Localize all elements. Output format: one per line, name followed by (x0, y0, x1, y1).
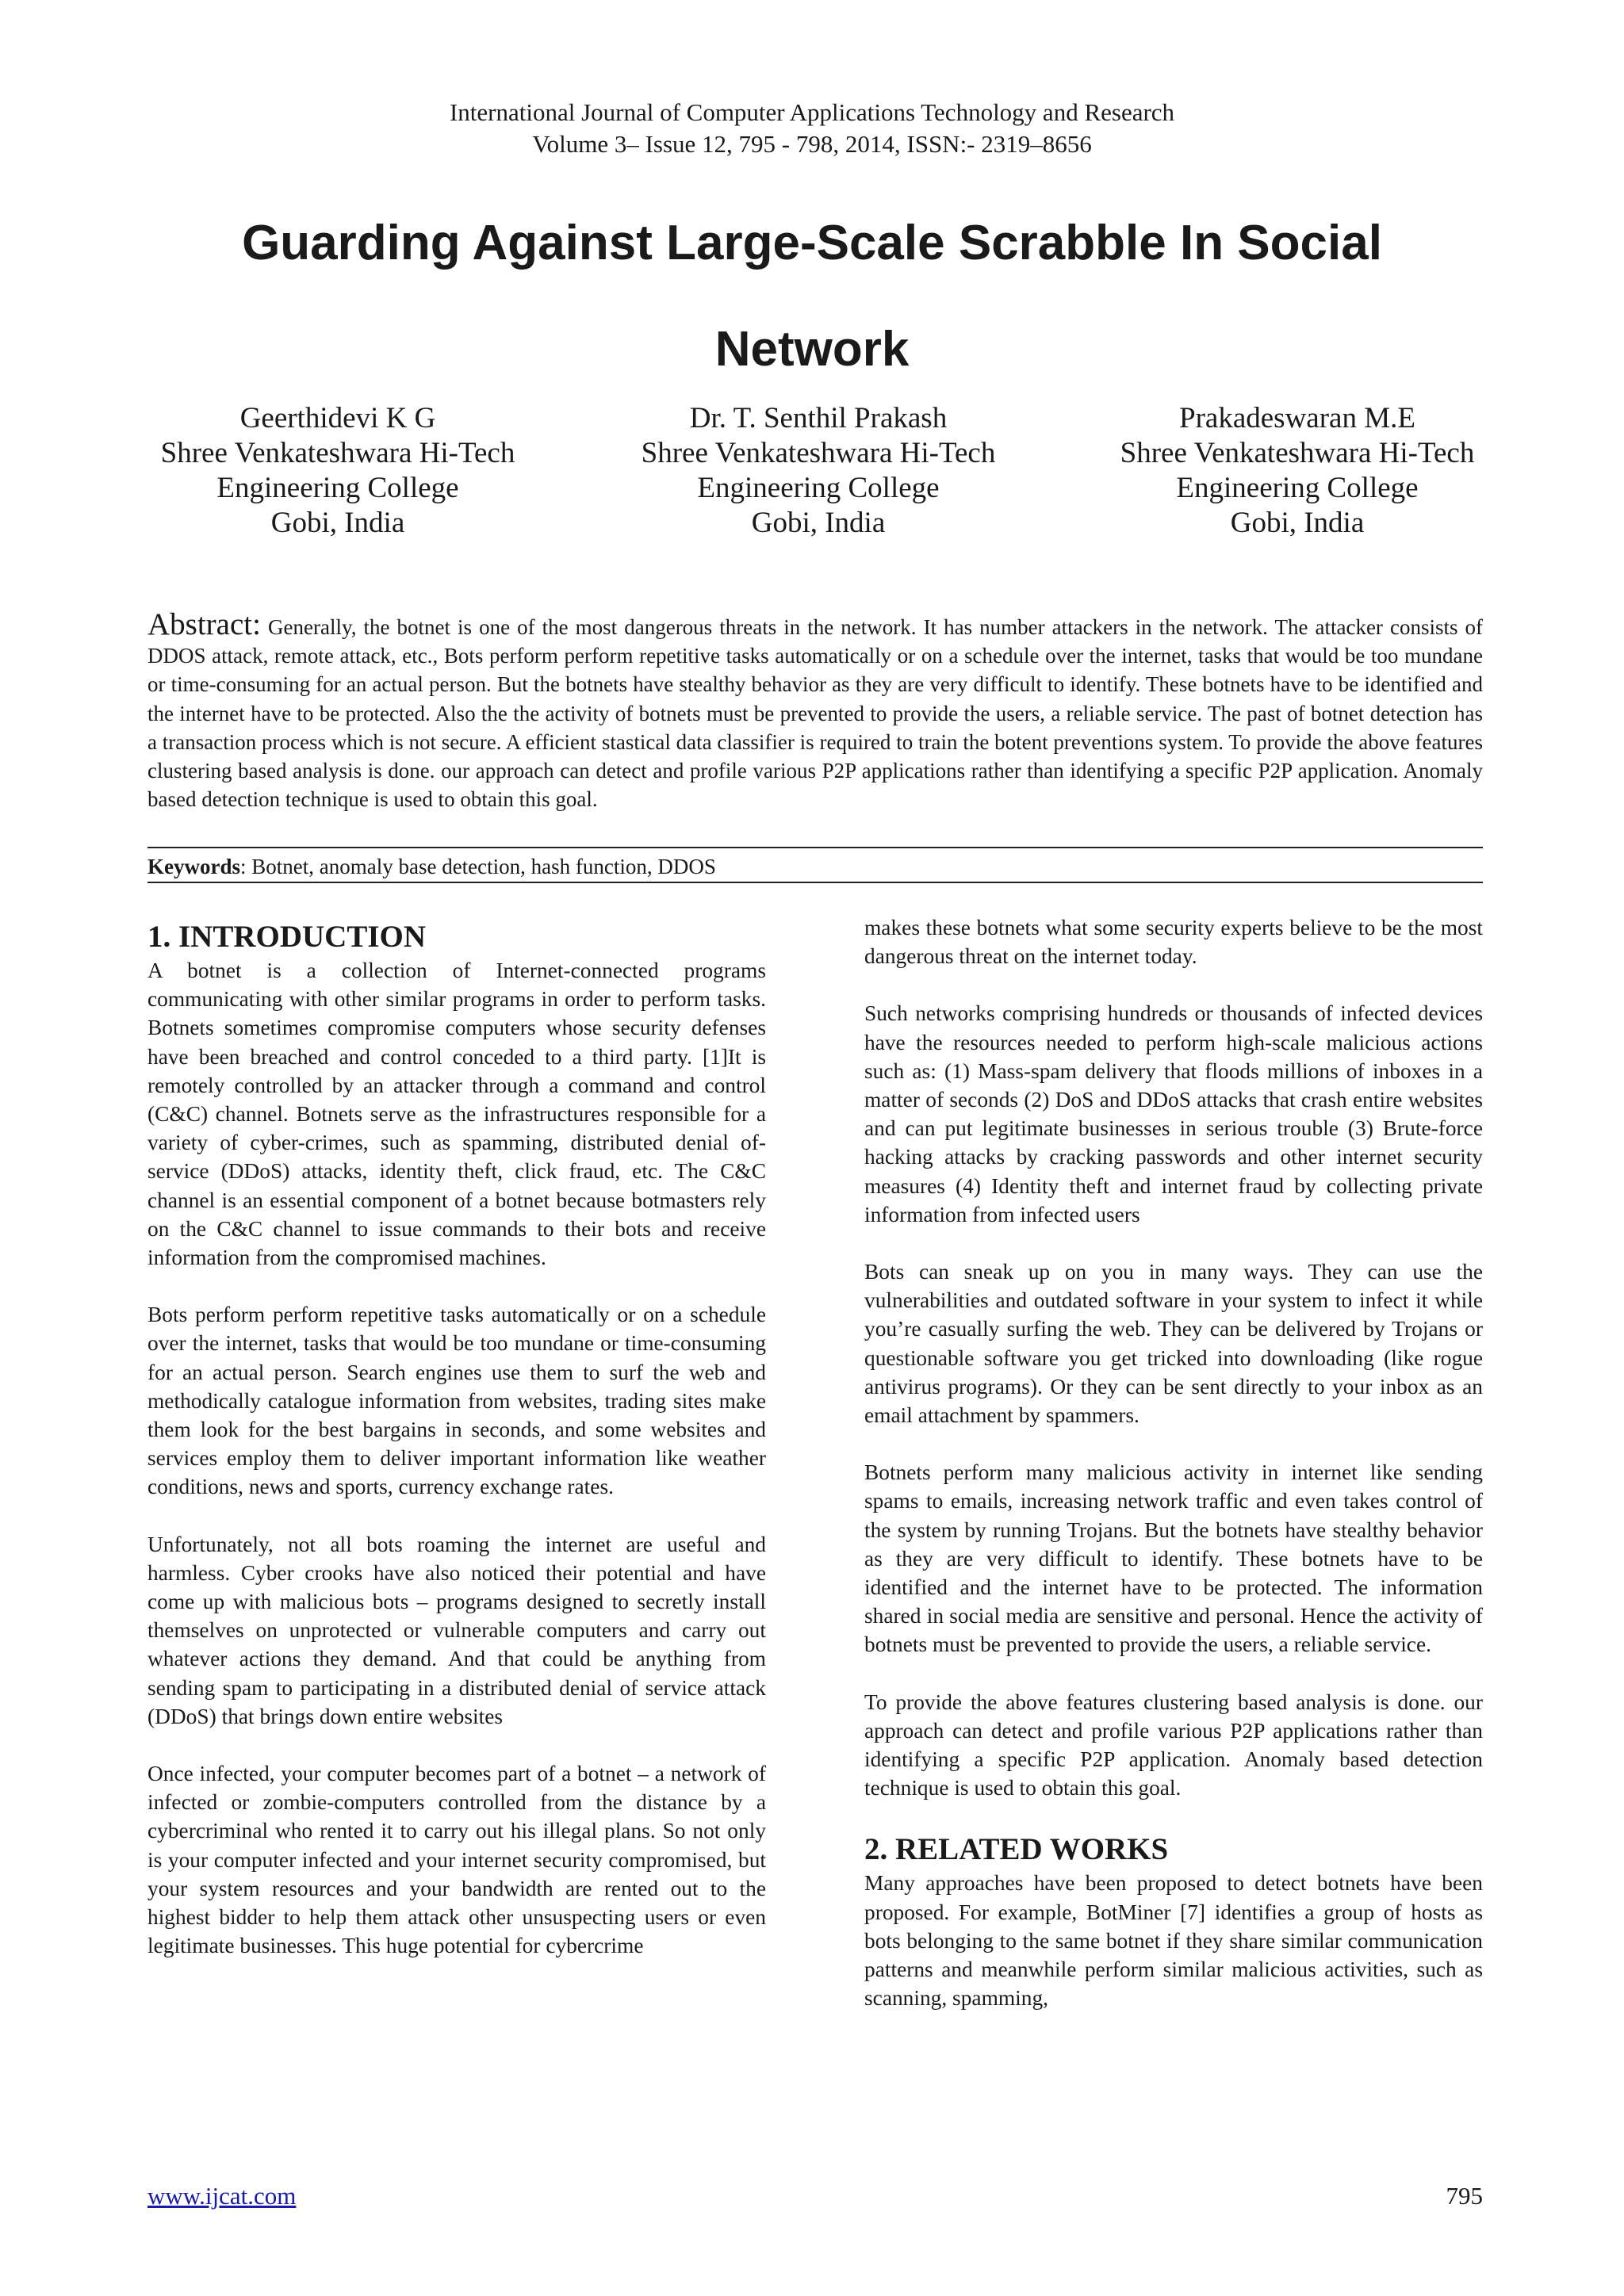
paragraph: Once infected, your computer becomes part of a botnet – a network of infected or zombie-computers controlled from the distance by a cybercriminal who rented it to carry out his illegal plans. So not only is your computer infected and your internet security compromised, but your system resources and your bandwidth are rented out to the highest bidder to help them attack other unsuspecting users or even legitimate businesses. This huge potential for cybercrime (147, 1762, 766, 1958)
author-block-2 (604, 401, 1032, 541)
section-heading: 1. INTRODUCTION (147, 920, 427, 954)
author-affiliation: Shree Venkateshwara Hi-Tech (160, 437, 515, 469)
paragraph: Such networks comprising hundreds or thousands of infected devices have the resources needed to perform high-scale malicious actions such as: (1) Mass-spam delivery that floods millions of inboxes in a matter of seconds (2) DoS and DDoS attacks that crash entire websites and can put legitimate businesses in serious trouble (3) Brute-force hacking attacks by cracking passwords and other internet security measures (4) Identity theft and internet fraud by collecting private information from infected users (864, 1001, 1483, 1226)
paragraph: makes these botnets what some security experts believe to be the most dangerous threat on the internet today. (864, 916, 1483, 969)
author-affiliation: Shree Venkateshwara Hi-Tech (1120, 437, 1475, 469)
keywords-label: Keywords (147, 855, 240, 878)
abstract (147, 607, 1483, 813)
title-line-1: Guarding Against Large-Scale Scrabble In Social (242, 216, 1382, 270)
author-block-3 (1083, 401, 1511, 541)
divider (147, 882, 1483, 883)
author-affiliation: Engineering College (1176, 472, 1419, 504)
author-affiliation: Shree Venkateshwara Hi-Tech (641, 437, 996, 469)
section-heading: 2. RELATED WORKS (864, 1832, 1169, 1867)
divider (147, 847, 1483, 848)
paper-title (159, 190, 1465, 403)
paragraph: Botnets perform many malicious activity in internet like sending spams to emails, increasing network traffic and even takes control of the system by running Trojans. But the botnets have stealthy behavior as they are very difficult to identify. These botnets have to be identified and the internet have to be protected. The information shared in social media are sensitive and personal. Hence the activity of botnets must be prevented to provide the users, a reliable service. (864, 1460, 1483, 1657)
right-column (864, 913, 1483, 2042)
paragraph: A botnet is a collection of Internet-connected programs communicating with other similar programs in order to perform tasks. Botnets sometimes compromise computers whose security defenses have been breached and control conceded to a third party. [1]It is remotely controlled by an attacker through a command and control (C&C) channel. Botnets serve as the infrastructures responsible for a variety of cyber-crimes, such as spamming, distributed denial of-service (DDoS) attacks, identity theft, click fraud, etc. The C&C channel is an essential component of a botnet because botmasters rely on the C&C channel to issue commands to their bots and receive information from the compromised machines. (147, 959, 766, 1270)
keywords-text: : Botnet, anomaly base detection, hash function, DDOS (240, 855, 716, 878)
paragraph: To provide the above features clustering based analysis is done. our approach can detect and profile various P2P applications rather than identifying a specific P2P application. Anomaly based detection technique is used to obtain this goal. (864, 1689, 1483, 1800)
journal-header (0, 97, 1624, 160)
author-name: Dr. T. Senthil Prakash (689, 402, 948, 434)
title-line-2: Network (714, 322, 910, 377)
abstract-label: Abstract: (147, 607, 261, 641)
paragraph: Bots perform perform repetitive tasks automatically or on a schedule over the internet, tasks that would be too mundane or time-consuming for an actual person. Search engines use them to surf the web and methodically catalogue information from websites, trading sites make them look for the best bargains in seconds, and some websites and services employ them to deliver important information like weather conditions, news and sports, currency exchange rates. (147, 1303, 766, 1499)
author-name: Prakadeswaran M.E (1179, 402, 1415, 434)
paragraph: Bots can sneak up on you in many ways. They can use the vulnerabilities and outdated software in your system to infect it while you’re casually surfing the web. They can be delivered by Trojans or questionable software you get tricked into downloading (like rogue antivirus programs). Or they can be sent directly to your inbox as an email attachment by spammers. (864, 1260, 1483, 1428)
paragraph: Unfortunately, not all bots roaming the internet are useful and harmless. Cyber crooks have also noticed their potential and have come up with malicious bots – programs designed to secretly install themselves on unprotected or vulnerable computers and carry out whatever actions they demand. And that could be anything from sending spam to participating in a distributed denial of service attack (DDoS) that brings down entire websites (147, 1532, 766, 1728)
author-block-1 (124, 401, 552, 541)
paragraph: Many approaches have been proposed to detect botnets have been proposed. For example, BotMiner [7] identifies a group of hosts as bots belonging to the same botnet if they share similar communication patterns and meanwhile perform similar malicious activities, such as scanning, spamming, (864, 1871, 1483, 2011)
page-number: 795 (1446, 2182, 1483, 2210)
author-name: Geerthidevi K G (239, 402, 436, 434)
journal-volume: Volume 3– Issue 12, 795 - 798, 2014, ISSN:- 2319–8656 (532, 130, 1092, 158)
author-affiliation: Engineering College (216, 472, 459, 504)
journal-name: International Journal of Computer Applications Technology and Research (449, 98, 1175, 126)
keywords (147, 853, 716, 880)
author-location: Gobi, India (270, 507, 405, 539)
author-location: Gobi, India (1230, 507, 1365, 539)
author-affiliation: Engineering College (697, 472, 940, 504)
abstract-text: Generally, the botnet is one of the most dangerous threats in the network. It has number attackers in the network. The attacker consists of DDOS attack, remote attack, etc., Bots perform perform repetitive tasks automatically or on a schedule over the internet, tasks that would be too mundane or time-consuming for an actual person. But the botnets have stealthy behavior as they are very difficult to identify. These botnets have to be identified and the internet have to be protected. Also the the activity of botnets must be prevented to provide the users, a reliable service. The past of botnet detection has a transaction process which is not secure. A efficient stastical data classifier is required to train the botent preventions system. To provide the above features clustering based analysis is done. our approach can detect and profile various P2P applications rather than identifying a specific P2P application. Anomaly based detection technique is used to obtain this goal. (147, 615, 1483, 812)
left-column (147, 918, 766, 1989)
journal-website-link[interactable]: www.ijcat.com (147, 2182, 297, 2210)
author-location: Gobi, India (751, 507, 886, 539)
